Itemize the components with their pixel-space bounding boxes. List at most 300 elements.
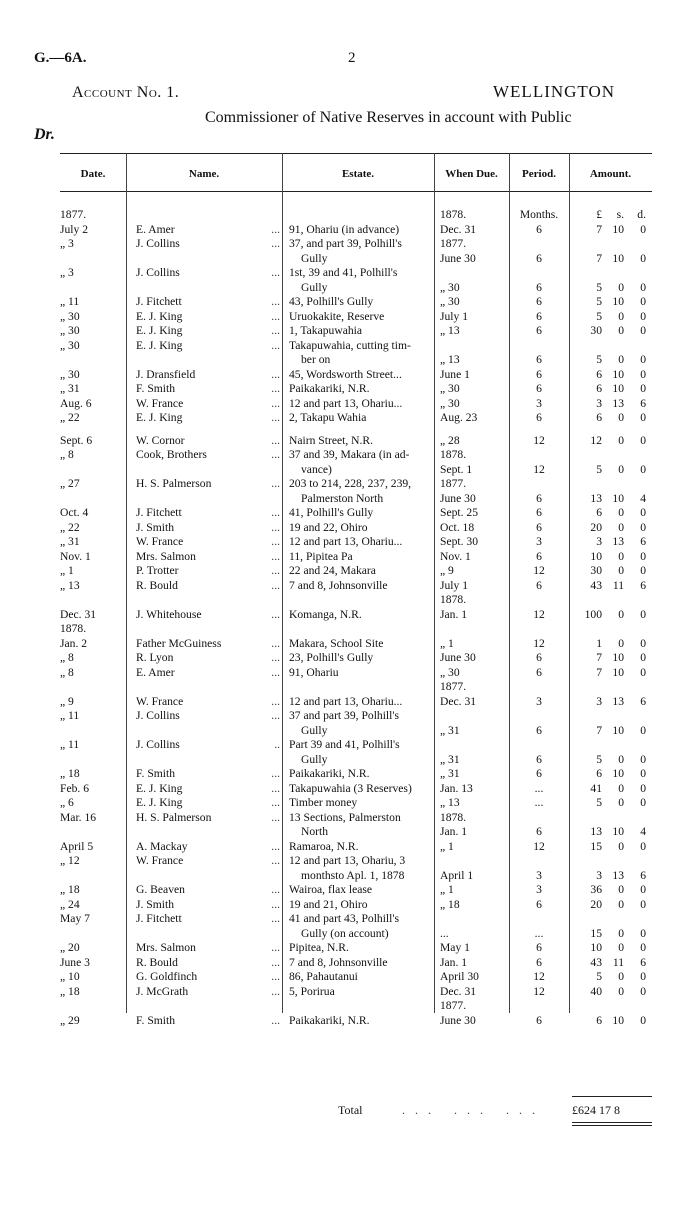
row-date: „ 10 [60,970,80,983]
row-shillings: 0 [618,883,624,896]
column-header-date: Date. [80,168,106,180]
row-date: „ 3 [60,266,74,279]
row-estate: 91, Ohariu (in advance) [289,222,400,236]
row-pounds: 7 [596,222,602,236]
row-name: Mrs. Salmon [136,549,196,563]
row-when-due: 1878. [440,208,467,221]
row-date: „ 18 [60,883,80,896]
row-shillings: 10 [612,251,624,265]
row-period: 6 [536,752,542,766]
row-pounds: 30 [590,564,602,577]
row-period: 12 [533,433,545,447]
row-pounds: 43 [590,578,602,592]
row-name: W. France [136,694,184,708]
row-name: W. France [136,396,184,410]
row-pounds: 6 [596,411,602,424]
row-when-due: „ 13 [440,796,460,809]
row-period: 12 [533,607,545,621]
row-name: P. Trotter [136,564,179,577]
row-estate: 1st, 39 and 41, Polhill's [289,266,398,279]
row-leader-dots: ... [271,665,280,679]
ledger-rows [0,208,700,1028]
table-row [0,339,700,354]
table-row [0,753,700,768]
row-name: Father McGuiness [136,636,222,650]
row-estate: Takapuwahia (3 Reserves) [289,781,412,795]
row-pounds: 3 [596,535,602,548]
row-pence: 0 [640,752,646,766]
row-leader-dots: ... [271,448,280,461]
row-when-due: 1878. [440,448,467,461]
row-leader-dots: ... [271,651,280,664]
row-name: E. J. King [136,781,183,795]
row-estate: 37 and 39, Makara (in ad- [289,448,410,461]
row-pence: 0 [640,295,646,308]
row-pence: 0 [640,280,646,294]
table-row [0,477,700,492]
row-shillings: 0 [618,411,624,424]
row-when-due: 1877. [440,477,467,490]
row-shillings: 10 [612,367,624,381]
row-when-due: 1878. [440,810,467,824]
row-pence: 0 [640,636,646,650]
row-estate: Paikakariki, N.R. [289,767,370,780]
table-row [0,382,700,397]
row-leader-dots: ... [271,535,280,548]
debit-marker: Dr. [34,126,55,143]
row-period: 12 [533,984,545,998]
row-name: J. Fitchett [136,912,182,925]
row-pounds: 30 [590,324,602,337]
row-estate: Makara, School Site [289,636,384,650]
row-leader-dots: ... [271,912,280,925]
row-leader-dots: ... [271,694,280,708]
table-row [0,492,700,507]
row-period: 6 [536,309,542,323]
row-pence: 0 [640,796,646,809]
row-shillings: 0 [618,897,624,911]
row-shillings: 0 [618,433,624,447]
column-header-period: Period. [522,168,556,180]
row-date: „ 20 [60,941,80,954]
row-period: 6 [536,491,542,505]
row-pounds: 1 [596,636,602,650]
row-leader-dots: ... [271,295,280,308]
row-pence: 6 [640,396,646,410]
row-pounds: 10 [590,941,602,954]
row-pounds: 7 [596,723,602,737]
row-estate: 7 and 8, Johnsonville [289,955,388,969]
row-when-due: Jan. 1 [440,607,468,621]
row-pounds: 6 [596,1013,602,1027]
row-when-due: 1877. [440,680,467,693]
row-shillings: 10 [612,491,624,505]
row-date: „ 31 [60,535,80,548]
row-date: April 5 [60,839,94,853]
row-pounds: 6 [596,767,602,780]
row-pence: 4 [640,825,646,838]
row-name: F. Smith [136,767,176,780]
row-pence: 0 [640,767,646,780]
row-period: 3 [536,694,542,708]
row-period: 3 [536,883,542,896]
row-period: 3 [536,396,542,410]
row-estate: 91, Ohariu [289,665,339,679]
table-row [0,411,700,426]
row-pence: d. [637,208,646,221]
row-when-due: June 30 [440,1013,476,1027]
row-pounds: 43 [590,955,602,969]
row-pence: 0 [640,883,646,896]
row-date: „ 18 [60,767,80,780]
row-period: 6 [536,897,542,911]
row-period: 6 [536,411,542,424]
table-row [0,324,700,339]
row-name: J. Fitchett [136,295,182,308]
row-name: J. Whitehouse [136,607,202,621]
row-name: R. Bould [136,578,178,592]
row-pounds: 5 [596,280,602,294]
row-when-due: „ 30 [440,382,460,395]
row-when-due: „ 13 [440,324,460,337]
row-name: J. Smith [136,897,175,911]
row-estate: Timber money [289,796,358,809]
row-shillings: 0 [618,636,624,650]
table-row [0,825,700,840]
row-estate: Gully [301,752,328,766]
row-leader-dots: ... [271,338,280,352]
row-name: Mrs. Salmon [136,941,196,954]
table-row [0,608,700,623]
row-shillings: 10 [612,382,624,395]
row-shillings: 10 [612,825,624,838]
row-name: E. J. King [136,338,183,352]
row-shillings: 13 [612,535,624,548]
total-bottom-rule [572,1122,652,1123]
row-date: Dec. 31 [60,607,97,621]
row-pence: 0 [640,382,646,395]
row-name: A. Mackay [136,839,188,853]
row-when-due: „ 1 [440,636,454,650]
account-title: Commissioner of Native Reserves in account with Public [205,109,572,126]
table-row [0,310,700,325]
row-estate: Palmerston North [301,491,384,505]
row-pence: 6 [640,578,646,592]
row-estate: 41 and part 43, Polhill's [289,912,399,925]
row-name: E. J. King [136,411,183,424]
row-estate: 5, Porirua [289,984,335,998]
row-estate: Pipitea, N.R. [289,941,349,954]
row-when-due: „ 30 [440,396,460,410]
row-name: G. Goldfinch [136,970,198,983]
row-leader-dots: ... [271,324,280,337]
row-estate: monthsto Apl. 1, 1878 [301,868,405,882]
row-when-due: July 1 [440,309,469,323]
row-pence: 0 [640,564,646,577]
table-row [0,434,700,449]
row-when-due: Dec. 31 [440,984,477,998]
row-shillings: 13 [612,396,624,410]
row-shillings: 0 [618,564,624,577]
row-shillings: 0 [618,796,624,809]
row-name: F. Smith [136,382,176,395]
row-leader-dots: ... [271,411,280,424]
table-row [0,535,700,550]
row-when-due: „ 9 [440,564,454,577]
row-name: R. Bould [136,955,178,969]
table-row [0,840,700,855]
row-name: W. Cornor [136,433,185,447]
row-pence: 0 [640,970,646,983]
row-date: Oct. 4 [60,506,89,519]
row-pounds: 6 [596,382,602,395]
row-when-due: July 1 [440,578,469,592]
table-row [0,622,700,637]
row-pence: 0 [640,839,646,853]
account-number: Account No. 1. [72,84,180,101]
row-period: 6 [536,767,542,780]
row-shillings: 0 [618,970,624,983]
table-row [0,970,700,985]
row-name: J. McGrath [136,984,189,998]
row-date: June 3 [60,955,90,969]
row-date: July 2 [60,222,89,236]
table-row [0,448,700,463]
row-shillings: 10 [612,767,624,780]
row-name: W. France [136,854,184,867]
row-date: „ 8 [60,448,74,461]
row-estate: 13 Sections, Palmerston [289,810,401,824]
row-period: 6 [536,382,542,395]
row-name: R. Lyon [136,651,174,664]
row-when-due: Jan. 1 [440,825,468,838]
row-shillings: 0 [618,506,624,519]
row-shillings: 11 [612,578,624,592]
row-estate: Ramaroa, N.R. [289,839,359,853]
row-when-due: Aug. 23 [440,411,478,424]
table-row [0,353,700,368]
row-leader-dots: ... [271,883,280,896]
row-when-due: 1877. [440,237,467,250]
row-name: H. S. Palmerson [136,810,212,824]
row-estate: Komanga, N.R. [289,607,362,621]
row-estate: 19 and 21, Ohiro [289,897,368,911]
column-header-when-due: When Due. [445,168,498,180]
row-date: „ 24 [60,897,80,911]
total-amount: £624 17 8 [572,1103,620,1117]
row-leader-dots: ... [271,781,280,795]
row-when-due: May 1 [440,941,470,954]
row-pence: 0 [640,549,646,563]
column-header-name: Name. [188,168,220,180]
row-date: Sept. 6 [60,433,93,447]
row-pence: 0 [640,222,646,236]
row-date: „ 18 [60,984,80,998]
table-row [0,208,700,223]
row-name: F. Smith [136,1013,176,1027]
row-pence: 0 [640,723,646,737]
table-row [0,463,700,478]
row-leader-dots: ... [271,941,280,954]
column-header-amount: Amount. [589,168,632,180]
row-period: 6 [536,578,542,592]
table-row [0,651,700,666]
row-pounds: 15 [590,839,602,853]
row-pounds: 5 [596,295,602,308]
row-name: H. S. Palmerson [136,477,212,490]
row-when-due: 1878. [440,593,467,606]
table-row [0,898,700,913]
row-date: „ 13 [60,578,80,592]
row-when-due: Sept. 1 [440,462,473,476]
row-leader-dots: ... [271,796,280,809]
row-pounds: 6 [596,506,602,519]
row-date: „ 27 [60,477,80,490]
row-date: Jan. 2 [60,636,88,650]
row-date: „ 8 [60,651,74,664]
table-row [0,927,700,942]
row-when-due: 1877. [440,999,467,1012]
table-row [0,956,700,971]
row-name: E. J. King [136,324,183,337]
row-estate: 41, Polhill's Gully [289,506,374,519]
row-date: „ 30 [60,367,80,381]
row-period: 3 [536,868,542,882]
row-estate: 11, Pipitea Pa [289,549,353,563]
row-pounds: 7 [596,251,602,265]
row-when-due: Nov. 1 [440,549,471,563]
row-date: „ 11 [60,295,80,308]
row-estate: Gully (on account) [301,926,389,940]
row-pounds: 10 [590,549,602,563]
row-estate: ber on [301,353,331,366]
row-pounds: 20 [590,897,602,911]
total-top-rule [572,1096,652,1097]
row-pence: 0 [640,324,646,337]
row-pounds: 13 [590,825,602,838]
row-pounds: £ [596,208,602,221]
row-leader-dots: ... [271,564,280,577]
table-row [0,368,700,383]
row-when-due: „ 30 [440,280,460,294]
table-row [0,869,700,884]
row-leader-dots: ... [271,266,280,279]
row-pence: 0 [640,433,646,447]
table-row [0,579,700,594]
table-row [0,295,700,310]
row-pounds: 5 [596,970,602,983]
row-estate: 86, Pahautanui [289,970,358,983]
row-shillings: 10 [612,222,624,236]
row-when-due: June 30 [440,491,476,505]
row-pence: 0 [640,520,646,534]
table-row [0,426,700,434]
row-shillings: 0 [618,941,624,954]
row-period: 12 [533,564,545,577]
row-date: „ 3 [60,237,74,250]
row-pence: 0 [640,897,646,911]
row-leader-dots: ... [271,810,280,824]
row-when-due: „ 18 [440,897,460,911]
row-pence: 6 [640,955,646,969]
row-estate: 37 and part 39, Polhill's [289,709,399,722]
row-pounds: 7 [596,651,602,664]
row-estate: 2, Takapu Wahia [289,411,367,424]
row-date: „ 29 [60,1013,80,1027]
row-period: Months. [519,208,559,221]
table-row [0,223,700,238]
row-pence: 0 [640,941,646,954]
row-estate: 203 to 214, 228, 237, 239, [289,477,412,490]
row-leader-dots: ... [271,984,280,998]
row-period: 6 [536,665,542,679]
row-date: „ 11 [60,709,80,722]
row-shillings: 0 [618,926,624,940]
row-when-due: „ 1 [440,839,454,853]
row-when-due: „ 1 [440,883,454,896]
row-shillings: 10 [612,1013,624,1027]
row-name: J. Collins [136,266,180,279]
row-estate: Nairn Street, N.R. [289,433,374,447]
row-period: 12 [533,462,545,476]
row-estate: 12 and part 13, Ohariu, 3 [289,854,406,867]
row-period: ... [534,926,544,940]
row-date: May 7 [60,912,90,925]
row-pence: 0 [640,462,646,476]
row-pounds: 5 [596,752,602,766]
row-name: J. Smith [136,520,175,534]
row-pence: 0 [640,607,646,621]
row-shillings: 0 [618,520,624,534]
row-estate: Paikakariki, N.R. [289,1013,370,1027]
row-date: „ 9 [60,694,74,708]
page-reference: G.—6A. [34,50,87,66]
row-date: „ 22 [60,411,80,424]
row-pounds: 100 [584,607,602,621]
table-row [0,796,700,811]
table-row [0,709,700,724]
row-when-due: Sept. 25 [440,506,479,519]
row-leader-dots: ... [271,222,280,236]
row-shillings: 0 [618,984,624,998]
row-shillings: 0 [618,839,624,853]
row-period: 6 [536,324,542,337]
row-shillings: 0 [618,607,624,621]
total-leader-dots: ... ... ... [402,1103,545,1117]
column-header-estate: Estate. [341,168,375,180]
row-shillings: 10 [612,651,624,664]
row-period: 6 [536,353,542,366]
row-pence: 0 [640,1013,646,1027]
row-period: 6 [536,506,542,519]
row-period: 6 [536,251,542,265]
row-pounds: 15 [590,926,602,940]
row-pence: 0 [640,665,646,679]
table-row [0,883,700,898]
table-row [0,564,700,579]
row-when-due: Jan. 13 [440,781,473,795]
row-estate: 22 and 24, Makara [289,564,376,577]
row-name: J. Dransfield [136,367,196,381]
row-leader-dots: ... [271,520,280,534]
row-shillings: 0 [618,462,624,476]
row-pence: 0 [640,353,646,366]
row-estate: 45, Wordsworth Street... [289,367,402,381]
row-shillings: 13 [612,868,624,882]
table-row [0,237,700,252]
row-period: 12 [533,970,545,983]
row-leader-dots: ... [271,607,280,621]
